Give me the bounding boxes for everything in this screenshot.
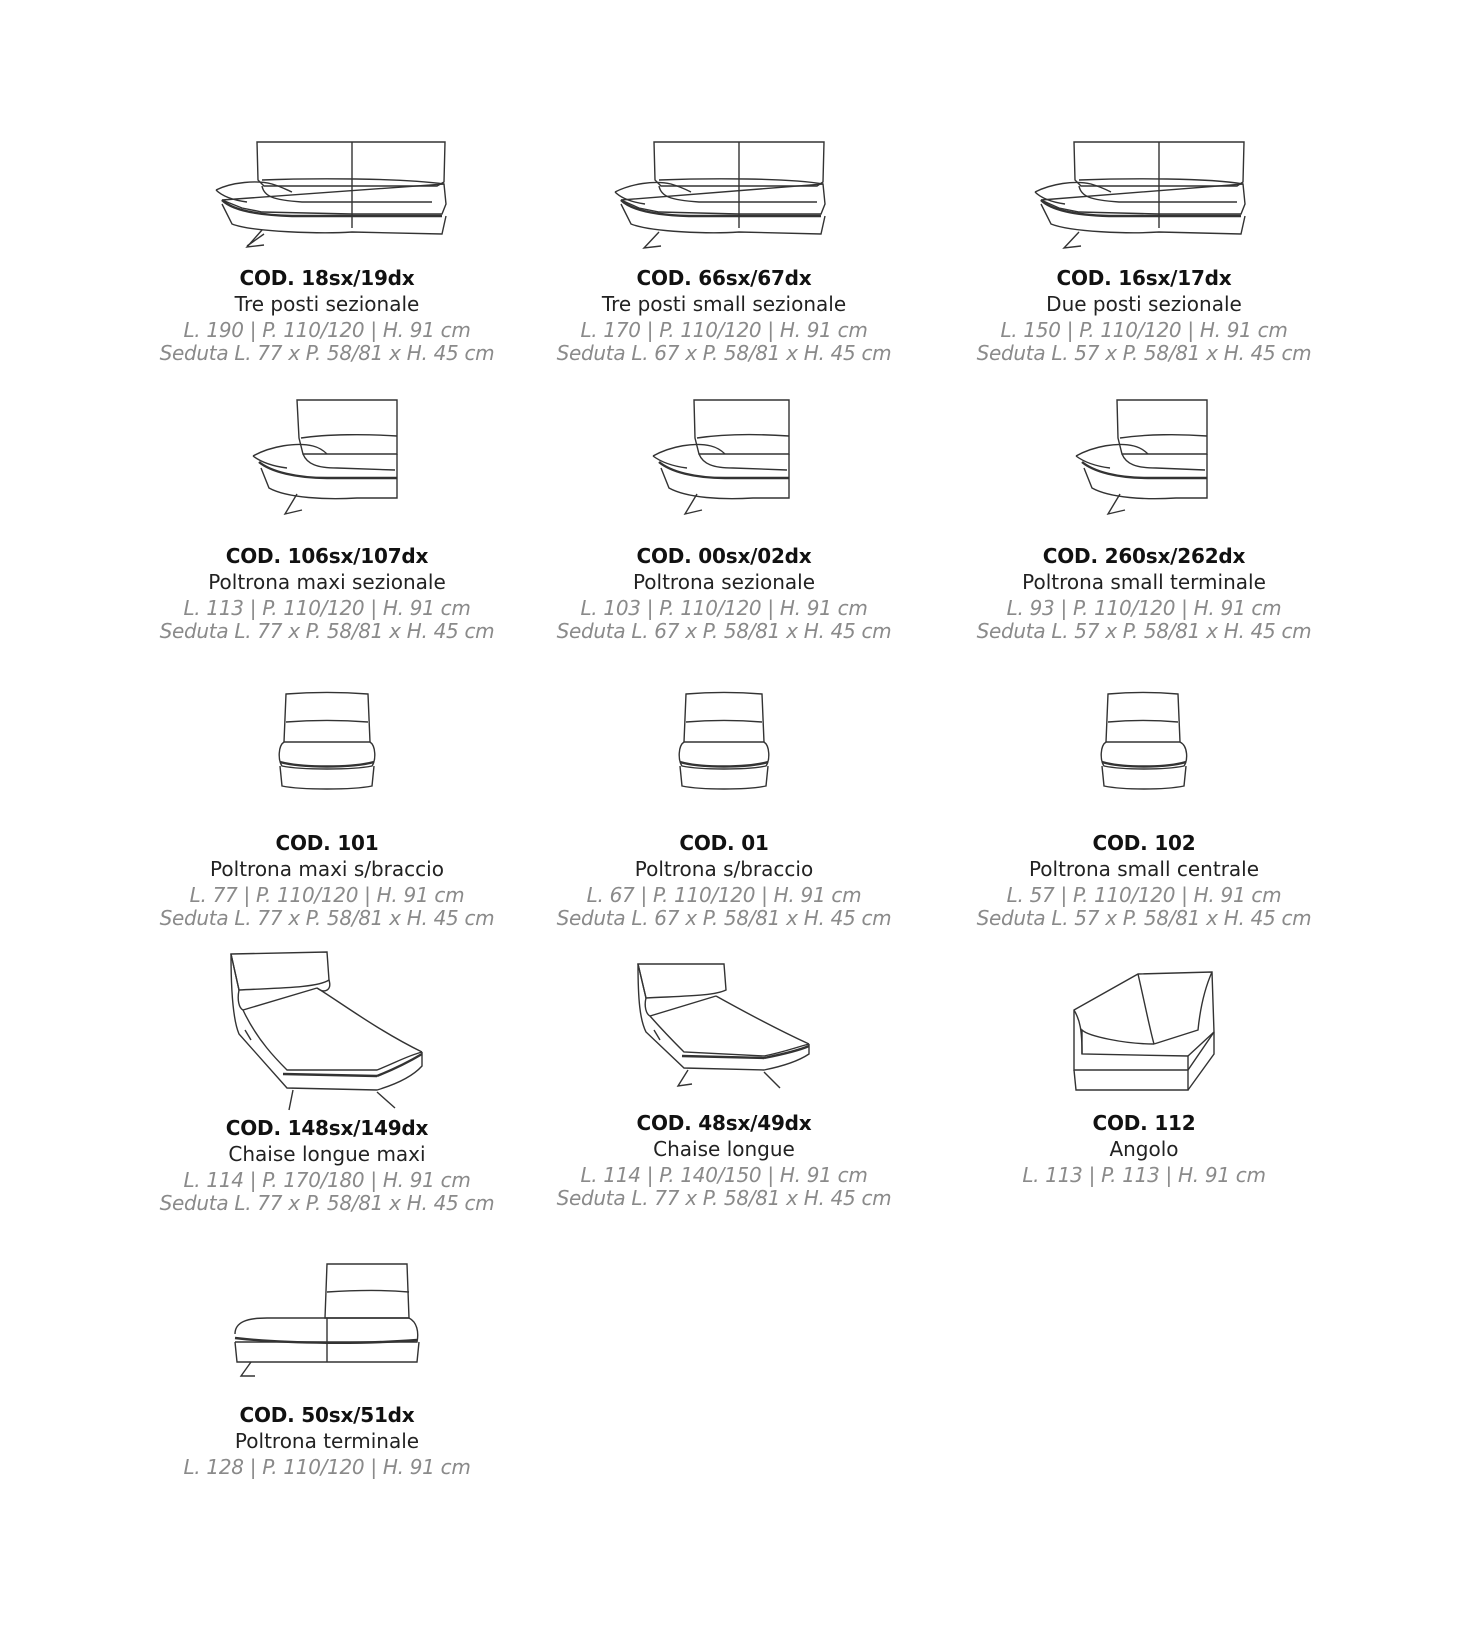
product-dimensions: L. 114 | P. 170/180 | H. 91 cm — [183, 1168, 471, 1192]
seat-dimensions: Seduta L. 67 x P. 58/81 x H. 45 cm — [556, 906, 892, 930]
module-00sx-02dx — [524, 398, 924, 643]
module-16sx-17dx — [944, 140, 1344, 365]
product-name: Poltrona sezionale — [632, 570, 816, 594]
module-106sx-107dx — [127, 398, 527, 643]
product-dimensions: L. 93 | P. 110/120 | H. 91 cm — [1006, 596, 1282, 620]
sofa-three-seat-small-sectional-drawing — [609, 140, 839, 265]
product-dimensions: L. 113 | P. 113 | H. 91 cm — [1022, 1163, 1266, 1187]
product-code: COD. 66sx/67dx — [636, 266, 812, 290]
product-dimensions: L. 190 | P. 110/120 | H. 91 cm — [183, 318, 471, 342]
corner-unit-drawing — [1064, 970, 1224, 1110]
product-name: Poltrona terminale — [234, 1429, 420, 1453]
product-dimensions: L. 113 | P. 110/120 | H. 91 cm — [183, 596, 471, 620]
armchair-armless-drawing — [672, 690, 776, 830]
product-name: Poltrona maxi sezionale — [208, 570, 446, 594]
seat-dimensions: Seduta L. 57 x P. 58/81 x H. 45 cm — [976, 619, 1312, 643]
module-66sx-67dx — [524, 140, 924, 365]
seat-dimensions: Seduta L. 77 x P. 58/81 x H. 45 cm — [159, 1191, 495, 1215]
product-name: Tre posti sezionale — [234, 292, 420, 316]
module-102 — [944, 690, 1344, 930]
module-18sx-19dx — [127, 140, 527, 365]
product-code: COD. 106sx/107dx — [225, 544, 429, 568]
product-code: COD. 112 — [1092, 1111, 1196, 1135]
seat-dimensions: Seduta L. 77 x P. 58/81 x H. 45 cm — [556, 1186, 892, 1210]
product-code: COD. 18sx/19dx — [239, 266, 415, 290]
product-dimensions: L. 150 | P. 110/120 | H. 91 cm — [1000, 318, 1288, 342]
seat-dimensions: Seduta L. 67 x P. 58/81 x H. 45 cm — [556, 341, 892, 365]
seat-dimensions: Seduta L. 77 x P. 58/81 x H. 45 cm — [159, 906, 495, 930]
product-dimensions: L. 114 | P. 140/150 | H. 91 cm — [580, 1163, 868, 1187]
product-name: Tre posti small sezionale — [601, 292, 847, 316]
seat-dimensions: Seduta L. 67 x P. 58/81 x H. 45 cm — [556, 619, 892, 643]
armchair-small-end-drawing — [1072, 398, 1217, 543]
product-code: COD. 148sx/149dx — [225, 1116, 429, 1140]
product-code: COD. 01 — [679, 831, 769, 855]
module-260sx-262dx — [944, 398, 1344, 643]
product-code: COD. 48sx/49dx — [636, 1111, 812, 1135]
product-code: COD. 16sx/17dx — [1056, 266, 1232, 290]
sofa-two-seat-sectional-drawing — [1029, 140, 1259, 265]
product-code: COD. 50sx/51dx — [239, 1403, 415, 1427]
armchair-sectional-drawing — [649, 398, 799, 543]
module-01 — [524, 690, 924, 930]
product-dimensions: L. 77 | P. 110/120 | H. 91 cm — [189, 883, 465, 907]
seat-dimensions: Seduta L. 57 x P. 58/81 x H. 45 cm — [976, 906, 1312, 930]
chaise-longue-maxi-drawing — [217, 950, 437, 1115]
product-name: Due posti sezionale — [1046, 292, 1242, 316]
product-dimensions: L. 128 | P. 110/120 | H. 91 cm — [183, 1455, 471, 1479]
armchair-end-drawing — [227, 1262, 427, 1402]
module-101 — [127, 690, 527, 930]
product-code: COD. 260sx/262dx — [1042, 544, 1246, 568]
product-dimensions: L. 170 | P. 110/120 | H. 91 cm — [580, 318, 868, 342]
product-dimensions: L. 103 | P. 110/120 | H. 91 cm — [580, 596, 868, 620]
module-112 — [944, 970, 1344, 1187]
chaise-longue-drawing — [624, 960, 824, 1110]
armchair-small-central-drawing — [1094, 690, 1194, 830]
product-dimensions: L. 57 | P. 110/120 | H. 91 cm — [1006, 883, 1282, 907]
product-name: Poltrona s/braccio — [634, 857, 814, 881]
product-name: Poltrona maxi s/braccio — [210, 857, 444, 881]
module-48sx-49dx — [524, 960, 924, 1210]
sofa-three-seat-sectional-drawing — [202, 140, 452, 265]
product-name: Angolo — [1109, 1137, 1179, 1161]
product-dimensions: L. 67 | P. 110/120 | H. 91 cm — [586, 883, 862, 907]
product-name: Chaise longue — [653, 1137, 795, 1161]
seat-dimensions: Seduta L. 77 x P. 58/81 x H. 45 cm — [159, 341, 495, 365]
product-code: COD. 102 — [1092, 831, 1196, 855]
armchair-maxi-sectional-drawing — [247, 398, 407, 543]
module-50sx-51dx — [127, 1262, 527, 1479]
product-code: COD. 00sx/02dx — [636, 544, 812, 568]
seat-dimensions: Seduta L. 57 x P. 58/81 x H. 45 cm — [976, 341, 1312, 365]
seat-dimensions: Seduta L. 77 x P. 58/81 x H. 45 cm — [159, 619, 495, 643]
product-name: Chaise longue maxi — [228, 1142, 426, 1166]
module-148sx-149dx — [127, 950, 527, 1215]
product-name: Poltrona small centrale — [1028, 857, 1260, 881]
product-code: COD. 101 — [275, 831, 379, 855]
product-name: Poltrona small terminale — [1022, 570, 1266, 594]
armchair-maxi-armless-drawing — [272, 690, 382, 830]
